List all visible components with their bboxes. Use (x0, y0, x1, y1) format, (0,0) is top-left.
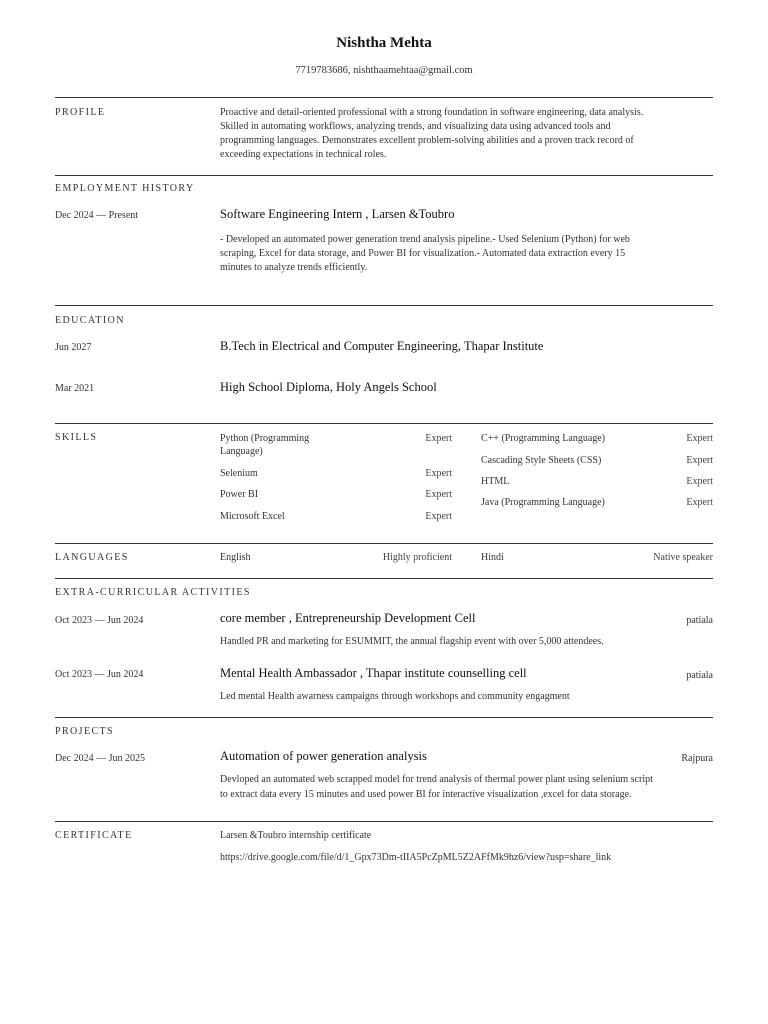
language-name: Hindi (481, 552, 504, 563)
activity-location: patiala (686, 615, 713, 626)
activity-location: patiala (686, 670, 713, 681)
skill-level: Expert (425, 433, 452, 444)
skill-name: Python (Programming (220, 433, 310, 444)
skill-level: Expert (686, 497, 713, 508)
education-title: B.Tech in Electrical and Computer Engineering, Thapar Institute (220, 339, 544, 353)
skill-level: Expert (425, 511, 452, 522)
section-divider (55, 578, 713, 579)
activity-title: core member , Entrepreneurship Development Cell (220, 611, 476, 625)
skill-name: Selenium (220, 468, 258, 479)
project-location: Rajpura (681, 753, 713, 764)
employment-description-line: scraping, Excel for data storage, and Power BI for visualization.- Automated data extraction every 15 (220, 248, 626, 259)
activity-date: Oct 2023 — Jun 2024 (55, 615, 144, 626)
section-divider (55, 175, 713, 176)
section-heading-skills: SKILLS (55, 432, 98, 443)
skill-level: Expert (686, 433, 713, 444)
activity-description: Led mental Health awarness campaigns through workshops and community engagment (220, 691, 570, 702)
section-divider (55, 717, 713, 718)
skill-level: Expert (425, 489, 452, 500)
section-heading-profile: PROFILE (55, 107, 106, 118)
employment-date: Dec 2024 — Present (55, 210, 139, 221)
project-date: Dec 2024 — Jun 2025 (55, 753, 145, 764)
language-level: Native speaker (653, 552, 713, 563)
section-heading-education: EDUCATION (55, 315, 125, 326)
section-divider (55, 821, 713, 822)
skill-level: Expert (425, 468, 452, 479)
section-heading-projects: PROJECTS (55, 726, 114, 737)
section-divider (55, 97, 713, 98)
language-level: Highly proficient (382, 552, 452, 563)
education-date: Jun 2027 (55, 342, 92, 353)
section-heading-languages: LANGUAGES (55, 552, 129, 563)
profile-line: Proactive and detail-oriented professional with a strong foundation in software engineering, data analysis. (220, 107, 644, 118)
project-description-line: Devloped an automated web scrapped model for trend analysis of thermal power plant using selenium script (220, 774, 653, 785)
employment-description-line: - Developed an automated power generation trend analysis pipeline.- Used Selenium (Python) for web (220, 234, 630, 245)
section-divider (55, 305, 713, 306)
education-title: High School Diploma, Holy Angels School (220, 380, 437, 394)
skill-name: HTML (481, 476, 510, 487)
skill-name: Microsoft Excel (220, 511, 285, 522)
certificate-link[interactable]: https://drive.google.com/file/d/1_Gpx73Dm-tIIA5PcZpML5Z2AFfMk9hz6/view?usp=share_link (220, 852, 612, 863)
project-title: Automation of power generation analysis (220, 749, 427, 763)
profile-line: Skilled in automating workflows, analyzing trends, and visualizing data using advanced tools and (220, 121, 611, 132)
employment-title: Software Engineering Intern , Larsen &Toubro (220, 207, 455, 221)
skill-name: Language) (220, 446, 263, 457)
contact-info: 7719783686, nishthaamehtaa@gmail.com (295, 65, 473, 76)
activity-date: Oct 2023 — Jun 2024 (55, 669, 144, 680)
skill-name: C++ (Programming Language) (481, 433, 606, 444)
skill-level: Expert (686, 476, 713, 487)
section-divider (55, 423, 713, 424)
profile-line: exceeding expectations in technical roles. (220, 149, 387, 160)
language-name: English (220, 552, 251, 563)
activity-title: Mental Health Ambassador , Thapar institute counselling cell (220, 666, 527, 680)
skill-name: Java (Programming Language) (481, 497, 605, 508)
certificate-title: Larsen &Toubro internship certificate (220, 830, 372, 841)
employment-description-line: minutes to analyze trends efficiently. (220, 262, 368, 273)
education-date: Mar 2021 (55, 383, 95, 394)
skill-name: Power BI (220, 489, 259, 500)
candidate-name: Nishtha Mehta (336, 35, 432, 51)
section-heading-certificate: CERTIFICATE (55, 830, 133, 841)
skill-name: Cascading Style Sheets (CSS) (481, 455, 602, 466)
profile-line: programming languages. Demonstrates excellent problem-solving abilities and a proven track record of (220, 135, 634, 146)
skill-level: Expert (686, 455, 713, 466)
project-description-line: to extract data every 15 minutes and used power BI for interactive visualization ,excel for data storage. (220, 789, 632, 800)
section-heading-employment: EMPLOYMENT HISTORY (55, 183, 195, 194)
section-heading-extracurricular: EXTRA-CURRICULAR ACTIVITIES (55, 587, 251, 598)
section-divider (55, 543, 713, 544)
activity-description: Handled PR and marketing for ESUMMIT, the annual flagship event with over 5,000 attendees. (220, 636, 604, 647)
